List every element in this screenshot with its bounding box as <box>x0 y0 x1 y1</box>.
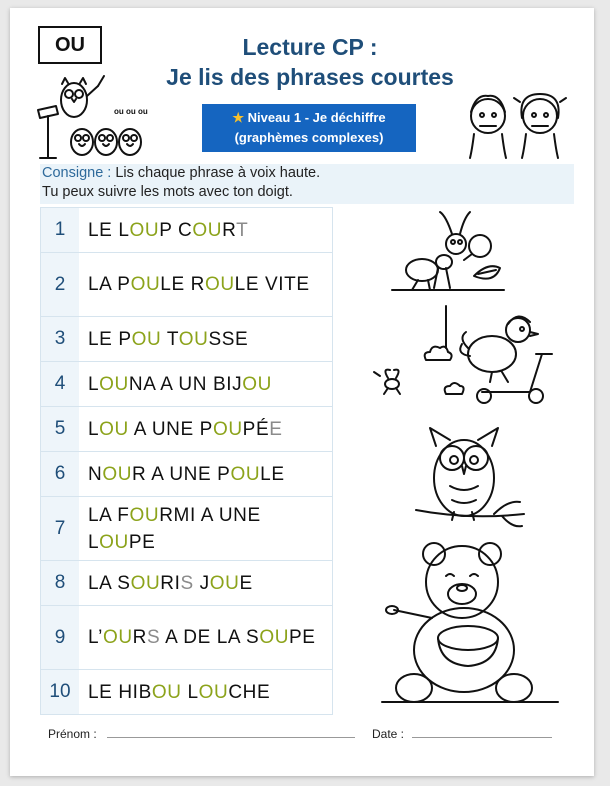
row-number: 8 <box>41 561 79 605</box>
sentence-table <box>40 207 333 715</box>
level-badge <box>202 104 416 152</box>
conductor-owl <box>61 76 104 117</box>
sentence-text: LA POULE ROULE VITE <box>88 274 310 295</box>
sentence-row <box>41 605 332 669</box>
children-illustration <box>456 88 576 160</box>
row-number: 5 <box>41 407 79 451</box>
row-number: 7 <box>41 497 79 560</box>
sentence-row <box>41 361 332 406</box>
sentence-text: LE HIBOU LOUCHE <box>88 681 271 703</box>
sentence-text: LA SOURIS JOUE <box>88 572 253 594</box>
sentence-text: LA FOURMI A UNE LOUPE <box>88 504 261 553</box>
sentence-text: LE POU TOUSSE <box>88 328 249 350</box>
row-number: 4 <box>41 362 79 406</box>
sentence-text: NOUR A UNE POULE <box>88 463 285 485</box>
row-number: 10 <box>41 670 79 714</box>
title-line-1: Lecture CP : <box>242 34 378 60</box>
title-line-2: Je lis des phrases courtes <box>166 64 454 90</box>
row-number: 2 <box>41 253 79 316</box>
sentence-text: LOU A UNE POUPÉE <box>88 418 283 440</box>
owl-song-text: ou ou ou <box>114 107 148 116</box>
page-title <box>120 32 500 92</box>
sentence-row <box>41 560 332 605</box>
sentence-row <box>41 208 332 252</box>
sentence-row <box>41 252 332 316</box>
level-sublabel: (graphèmes complexes) <box>234 130 384 145</box>
row-number: 3 <box>41 317 79 361</box>
girl-figure <box>514 94 566 158</box>
row-number: 6 <box>41 452 79 496</box>
sentence-row <box>41 406 332 451</box>
row-number: 9 <box>41 606 79 669</box>
instructions-line-1: Lis chaque phrase à voix haute. <box>111 165 321 181</box>
sentence-row <box>41 669 332 714</box>
instructions <box>40 164 574 204</box>
instructions-line-2: Tu peux suivre les mots avec ton doigt. <box>42 184 293 200</box>
date-label: Date : <box>372 727 405 741</box>
ant-with-magnifier-illustration <box>388 204 508 296</box>
sentence-row <box>41 496 332 560</box>
first-name-field[interactable] <box>107 737 355 738</box>
choir-owls <box>71 129 141 155</box>
sentence-text: LOUNA A UN BIJOU <box>88 373 272 395</box>
music-stand <box>38 106 58 158</box>
grapheme-box: OU <box>38 26 102 64</box>
chicken-on-scooter-illustration <box>362 298 562 406</box>
singing-owls-illustration <box>32 66 152 164</box>
sentence-row <box>41 451 332 496</box>
sentence-row <box>41 316 332 361</box>
star-icon: ★ <box>232 110 245 125</box>
sentence-text: L’OURS A DE LA SOUPE <box>88 627 316 648</box>
fly-figure <box>374 370 400 394</box>
level-label: Niveau 1 - Je déchiffre <box>247 110 386 125</box>
instructions-label: Consigne : <box>42 165 112 181</box>
first-name-label: Prénom : <box>48 727 97 741</box>
date-field[interactable] <box>412 737 552 738</box>
chicken-figure <box>460 316 538 382</box>
boy-figure <box>470 96 506 158</box>
bear-eating-soup-illustration <box>380 538 560 708</box>
worksheet-page <box>10 8 594 776</box>
owl-on-branch-illustration <box>412 416 528 534</box>
sentence-text: LE LOUP COURT <box>88 219 249 241</box>
dust-cloud <box>425 347 464 394</box>
row-number: 1 <box>41 208 79 252</box>
